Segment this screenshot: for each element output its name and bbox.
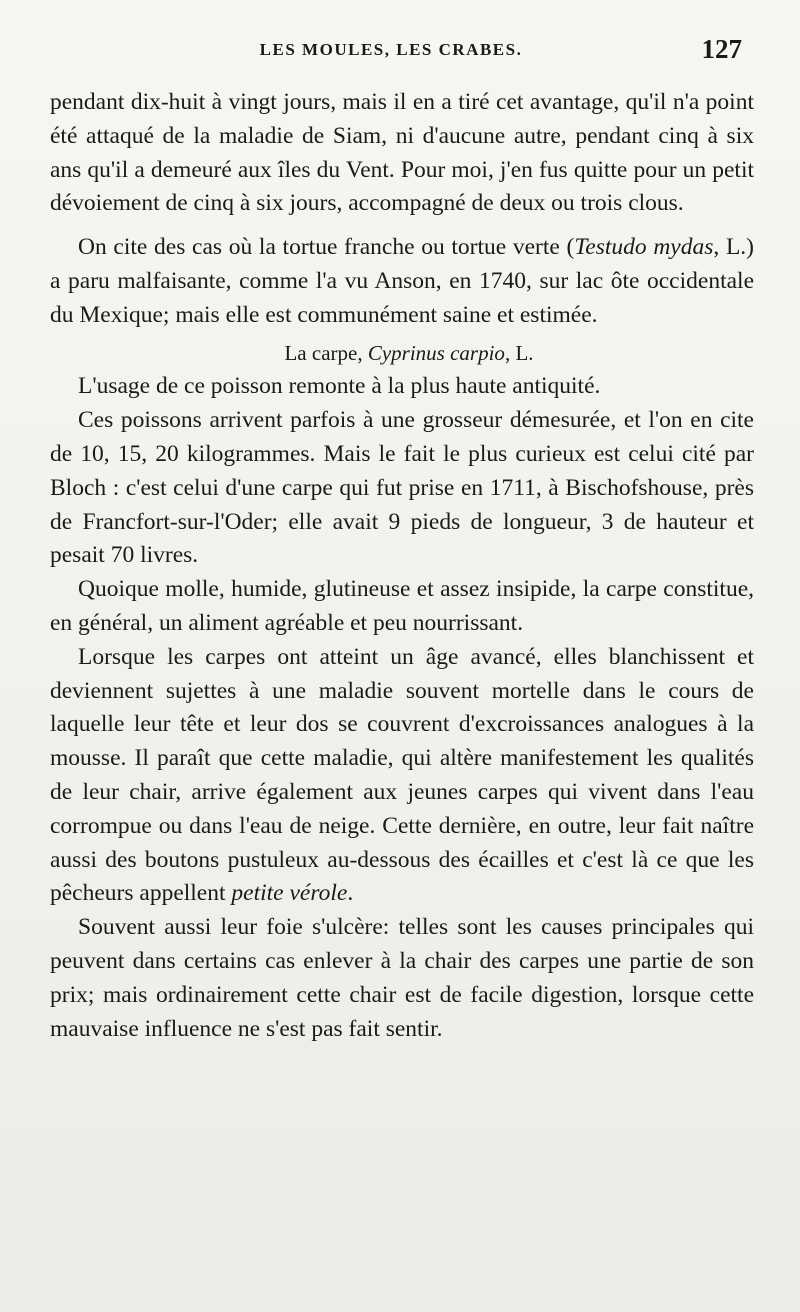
paragraph-tortue-text-before: On cite des cas où la tortue franche ou tortue verte ( bbox=[78, 234, 575, 261]
page-number: 127 bbox=[701, 34, 742, 64]
paragraph-usage: L'usage de ce poisson remonte à la plus haute antiquité. bbox=[78, 373, 601, 400]
paragraph-tortue bbox=[50, 231, 754, 332]
running-head: LES MOULES, LES CRABES. bbox=[259, 40, 523, 59]
page-header bbox=[40, 34, 742, 74]
paragraph-maladie-text-before: Lorsque les carpes ont atteint un âge avancé, elles blanchissent et deviennent sujettes à une maladie souvent mortelle dans le cours de laquelle leur tête et leur dos se couvrent d'excroissances analogues à la mousse. Il paraît que cette maladie, qui altère manifestement les qualités de leur chair, arrive également aux jeunes carpes qui vivent dans l'eau corrompue ou dans l'eau de neige. Cette dernière, en outre, leur fait naître aussi des boutons pustuleux au-dessous des écailles et c'est là ce que les pêcheurs appellent bbox=[50, 643, 754, 907]
page-body bbox=[50, 86, 754, 1046]
paragraph-maladie bbox=[50, 641, 754, 911]
paragraph-foie: Souvent aussi leur foie s'ulcère: telles sont les causes principales qui peuvent dans certains cas enlever à la chair des carpes une partie de son prix; mais ordinairement cette chair est de facile digestion, lorsque cette mauvaise influence ne s'est pas fait sentir. bbox=[50, 914, 754, 1042]
term-petite-verole: petite vérole bbox=[231, 880, 348, 907]
section-heading-suffix: , L. bbox=[504, 340, 534, 365]
paragraph-grosseur: Ces poissons arrivent parfois à une grosseur démesurée, et l'on en cite de 10, 15, 20 kilogrammes. Mais le fait le plus curieux est celui cité par Bloch : c'est celui d'une carpe qui fut prise en 1711, à Bischofshouse, près de Francfort-sur-l'Oder; elle avait 9 pieds de longueur, 3 de hauteur et pesait 70 livres. bbox=[50, 407, 754, 569]
paragraph-qualite: Quoique molle, humide, glutineuse et assez insipide, la carpe constitue, en général, un aliment agréable et peu nourrissant. bbox=[50, 576, 754, 636]
species-name-cyprinus: Cyprinus carpio bbox=[367, 340, 505, 365]
paragraph-continuation: pendant dix-huit à vingt jours, mais il en a tiré cet avantage, qu'il n'a point été attaqué de la maladie de Siam, ni d'aucune autre, pendant cinq à six ans qu'il a demeuré aux îles du Vent. Pour moi, j'en fus quitte pour un petit dévoiement de cinq à six jours, accompagné de deux ou trois clous. bbox=[50, 89, 754, 217]
species-name-testudo: Testudo mydas bbox=[574, 234, 714, 261]
paragraph-maladie-text-after: . bbox=[347, 880, 354, 907]
paragraph-tortue-text-after: , L.) a paru malfaisante, comme l'a vu Anson, en 1740, sur lac ôte occidentale du Mexique; mais elle est communément saine et estimée. bbox=[50, 234, 754, 328]
section-heading-text: La carpe, bbox=[284, 340, 368, 365]
section-heading-carpe bbox=[50, 337, 754, 371]
